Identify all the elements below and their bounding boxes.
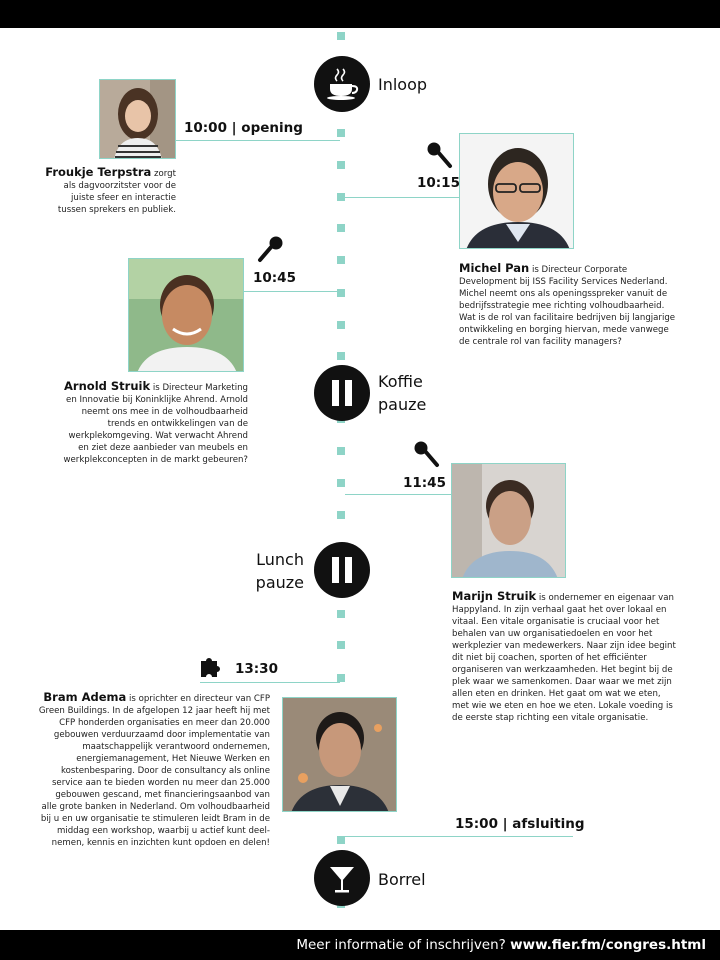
koffie-pauze-circle (314, 365, 370, 421)
timeline-dot (337, 836, 345, 844)
text-michel-pan: is Directeur Corporate Development bij ISS Facility Services Nederland. Michel neemt ons als openingsspreker vanuit de bedrijfsstrategie mee richting volhoudbaarheid. Wat is de rol van facilitaire bedrijven bij langjarige ontwikkeling en borging hiervan, mede vanwege de centrale rol van facility managers? (459, 265, 676, 347)
connector-1000 (176, 140, 340, 141)
microphone-icon (257, 234, 285, 266)
photo-bram-adema (282, 697, 397, 812)
photo-arnold-struik (128, 258, 244, 372)
time-1145: 11:45 (403, 475, 446, 491)
footer-bar (0, 930, 720, 960)
footer-text: Meer informatie of inschrijven? (296, 937, 511, 953)
desc-froukje-terpstra (40, 166, 176, 216)
connector-1330 (200, 682, 340, 683)
time-1045: 10:45 (253, 270, 296, 286)
timeline-dot (337, 610, 345, 618)
timeline-dot (337, 224, 345, 232)
lunch-label-line1: Lunch (256, 550, 304, 569)
pause-icon (314, 542, 370, 598)
timeline-dot (337, 256, 345, 264)
inloop-label: Inloop (378, 75, 428, 94)
coffee-cup-icon (314, 56, 370, 112)
lunch-label-line2: pauze (255, 573, 304, 592)
time-1500-afsluiting: 15:00 | afsluiting (455, 816, 585, 832)
time-1330: 13:30 (235, 661, 278, 677)
timeline-dot (337, 479, 345, 487)
desc-arnold-struik (58, 380, 248, 466)
photo-froukje-terpstra (99, 79, 176, 159)
timeline-dot (337, 161, 345, 169)
lunch-pauze-circle (314, 542, 370, 598)
koffie-pauze-label (378, 370, 426, 416)
timeline-dot (337, 32, 345, 40)
cocktail-icon (314, 850, 370, 906)
timeline-dot (337, 674, 345, 682)
name-bram-adema: Bram Adema (43, 690, 127, 704)
borrel-label: Borrel (378, 870, 426, 889)
photo-marijn-struik (451, 463, 566, 578)
desc-marijn-struik (452, 590, 680, 724)
lunch-pauze-label (248, 548, 304, 594)
koffie-label-line1: Koffie (378, 372, 423, 391)
top-bar (0, 0, 720, 28)
text-arnold-struik: is Directeur Marketing en Innovatie bij Koninklijke Ahrend. Arnold neemt ons mee in de volhoudbaarheid trends en ontwikkelingen van de werkplekomgeving. Wat verwacht Ahrend en ziet deze aanbieder van meubels en werkplekconcepten in de markt gebeuren? (63, 383, 248, 465)
microphone-icon (425, 140, 453, 172)
borrel-circle (314, 850, 370, 906)
name-michel-pan: Michel Pan (459, 261, 530, 275)
photo-michel-pan (459, 133, 574, 249)
puzzle-icon (198, 652, 224, 678)
desc-bram-adema (38, 691, 270, 849)
timeline-dot (337, 321, 345, 329)
timeline-dot (337, 511, 345, 519)
timeline-dot (337, 193, 345, 201)
timeline-dot (337, 352, 345, 360)
time-1015: 10:15 (417, 175, 460, 191)
footer-link[interactable]: www.fier.fm/congres.html (510, 937, 706, 953)
text-froukje-terpstra: zorgt als dagvoorzitster voor de juiste sfeer en interactie tussen sprekers en publiek. (57, 169, 176, 215)
coffee-circle (314, 56, 370, 112)
timeline-dot (337, 641, 345, 649)
name-froukje-terpstra: Froukje Terpstra (45, 165, 152, 179)
text-bram-adema: is oprichter en directeur van CFP Green Buildings. In de afgelopen 12 jaar heeft hij met CFP honderden organisaties en meer dan 20.000 gebouwen verduurzaamd door implementatie van maatschappelijk verantwoord ondernemen, energiemanagement, Het Nieuwe Werken en kostenbesparing. Door de consultancy als online service aan te bieden worden nu meer dan 25.000 gebouwen gescand, met financieringsaanbod van alle grote banken in Nederland. Om volhoudbaarheid bij u en uw organisatie te stimuleren leidt Bram in de middag een workshop, waarbij u actief kunt deel-nemen, kennis en inzichten kunt opdoen en delen! (38, 694, 270, 848)
name-arnold-struik: Arnold Struik (64, 379, 151, 393)
time-1000-opening: 10:00 | opening (184, 120, 303, 136)
connector-1500 (345, 836, 573, 837)
desc-michel-pan (459, 262, 679, 348)
connector-1015 (345, 197, 461, 198)
koffie-label-line2: pauze (378, 395, 427, 414)
pause-icon (314, 365, 370, 421)
name-marijn-struik: Marijn Struik (452, 589, 537, 603)
text-marijn-struik: is ondernemer en eigenaar van Happyland. In zijn verhaal gaat het over lokaal en vitaal. Een vitale organisatie is cruciaal voor het behalen van uw organisatiedoelen en voor het werkplezier van medewerkers. Naar zijn idee begint dit niet bij coachen, sporten of het efficiënter organiseren van werkzaamheden. Het begint bij de plek waar we samenkomen. Daar waar we met zijn allen eten en drinken. Het gaat om wat we eten, met wie we eten en hoe we eten. Lokale voeding is de eerste stap richting een vitale organisatie. (452, 593, 676, 723)
connector-1045 (244, 291, 340, 292)
timeline-dot (337, 129, 345, 137)
connector-1145 (345, 494, 451, 495)
microphone-icon (412, 439, 440, 471)
timeline-dot (337, 447, 345, 455)
